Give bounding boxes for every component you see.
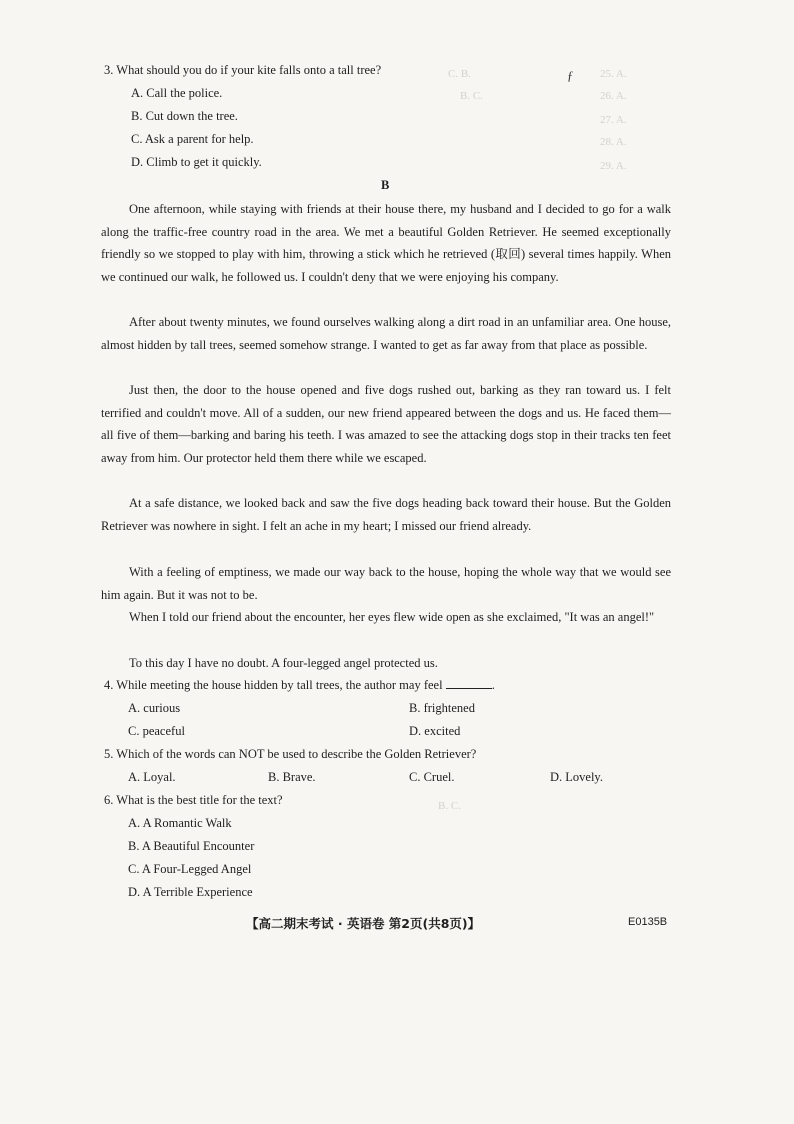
passage-paragraph: After about twenty minutes, we found ourselves walking along a dirt road in an unfamiliar area. One house, almost hidden by tall trees, seemed somehow strange. I wanted to get as far away from that place as possible.	[101, 315, 671, 352]
question-4-text: 4. While meeting the house hidden by tall trees, the author may feel	[104, 678, 443, 692]
q6-option-c: C. A Four-Legged Angel	[128, 862, 252, 876]
q5-option-d: D. Lovely.	[550, 770, 603, 784]
bleed-through-text: 27. A.	[600, 114, 627, 126]
passage-paragraph: With a feeling of emptiness, we made our way back to the house, hoping the whole way that we would see him again. But it was not to be.	[101, 565, 671, 602]
passage-paragraph: Just then, the door to the house opened and five dogs rushed out, barking as they ran toward us. I felt terrified and couldn't move. All of a sudden, our new friend appeared between the dogs and us. He faced them—all five of them—barking and baring his teeth. I was amazed to see the attacking dogs stop in their tracks ten feet away from him. Our protector held them there while we escaped.	[101, 383, 671, 465]
question-3: 3. What should you do if your kite falls onto a tall tree?	[104, 63, 382, 77]
q6-option-d: D. A Terrible Experience	[128, 885, 253, 899]
question-6: 6. What is the best title for the text?	[104, 793, 283, 807]
q4-option-d: D. excited	[409, 724, 461, 738]
question-4	[104, 678, 495, 693]
bleed-through-text: 28. A.	[600, 136, 627, 148]
bleed-through-text: C. B.	[448, 68, 471, 80]
q4-option-b: B. frightened	[409, 701, 475, 715]
passage-paragraph: At a safe distance, we looked back and saw the five dogs heading back toward their house. But the Golden Retriever was nowhere in sight. I felt an ache in my heart; I missed our friend already.	[101, 496, 671, 533]
q5-option-a: A. Loyal.	[128, 770, 176, 784]
q5-option-c: C. Cruel.	[409, 770, 455, 784]
q3-option-a: A. Call the police.	[131, 86, 223, 100]
q4-option-c: C. peaceful	[128, 724, 185, 738]
question-5: 5. Which of the words can NOT be used to describe the Golden Retriever?	[104, 747, 477, 761]
bleed-through-text: B. C.	[438, 800, 461, 812]
pen-mark: ƒ	[567, 68, 574, 83]
page-footer: 【高二期末考试 · 英语卷 第2页(共8页)】	[246, 916, 481, 931]
q3-option-d: D. Climb to get it quickly.	[131, 155, 262, 169]
q4-option-a: A. curious	[128, 701, 181, 715]
answer-blank	[446, 678, 492, 689]
bleed-through-text: 26. A.	[600, 90, 627, 102]
q6-option-a: A. A Romantic Walk	[128, 816, 232, 830]
exam-code: E0135B	[628, 916, 668, 928]
passage-paragraph: One afternoon, while staying with friends at their house there, my husband and I decided to go for a walk along the traffic-free country road in the area. We met a beautiful Golden Retriever. He seemed exceptionally friendly so we stopped to play with him, throwing a stick which he retrieved (取回) several times happily. When we continued our walk, he followed us. I couldn't deny that we were enjoying his company.	[101, 202, 671, 284]
q6-option-b: B. A Beautiful Encounter	[128, 839, 255, 853]
bleed-through-text: 29. A.	[600, 160, 627, 172]
bleed-through-text: 25. A.	[600, 68, 627, 80]
bleed-through-text: B. C.	[460, 90, 483, 102]
question-4-period: .	[491, 678, 495, 692]
q5-option-b: B. Brave.	[268, 770, 316, 784]
q3-option-c: C. Ask a parent for help.	[131, 132, 254, 146]
q3-option-b: B. Cut down the tree.	[131, 109, 238, 123]
passage-label: B	[381, 178, 390, 192]
passage-paragraph: To this day I have no doubt. A four-legged angel protected us.	[129, 656, 438, 670]
passage-paragraph: When I told our friend about the encounter, her eyes flew wide open as she exclaimed, "It was an angel!"	[129, 610, 655, 624]
